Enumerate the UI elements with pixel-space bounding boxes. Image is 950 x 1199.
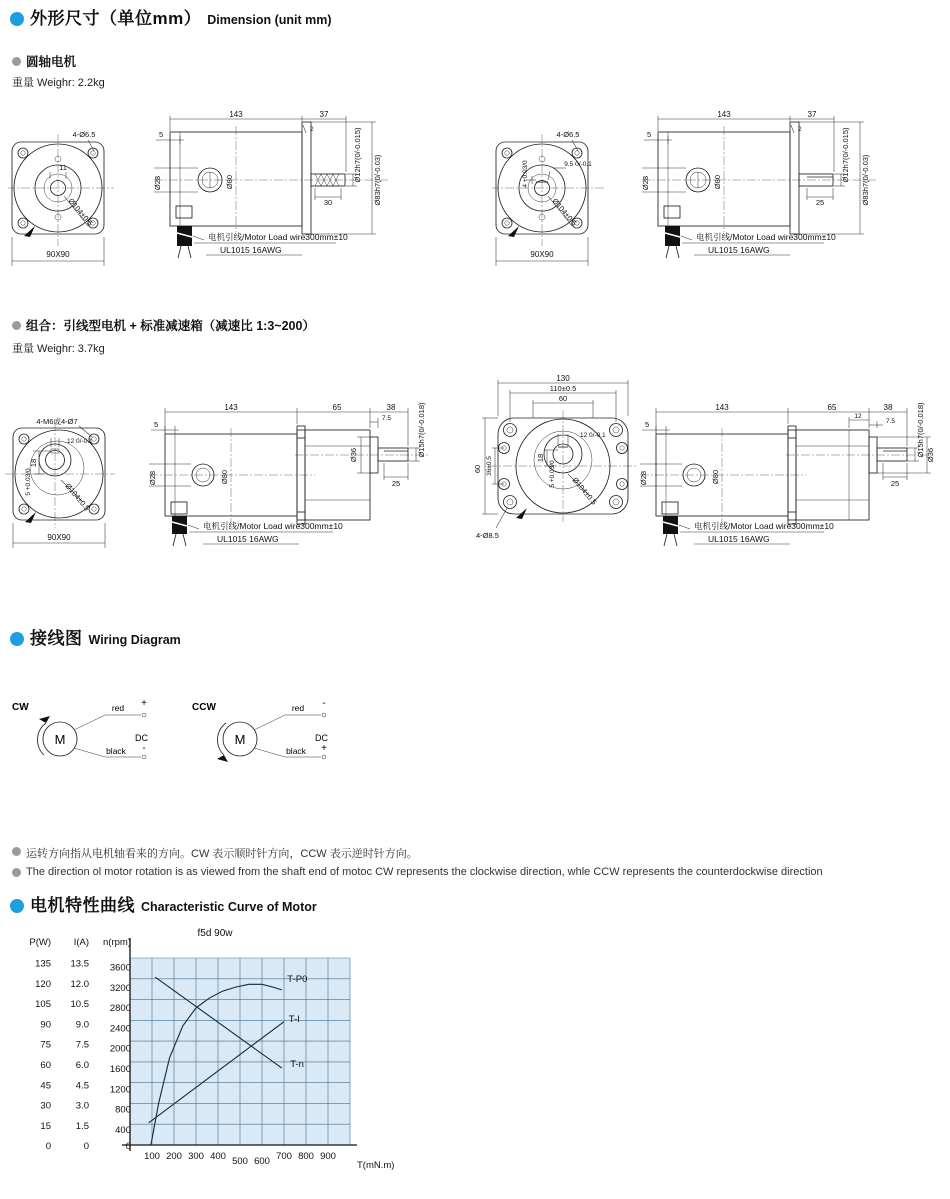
table-value: 3.0 [75,1100,89,1112]
front4-h60-dim: 60 [473,464,482,474]
side1-flange-thickness-dim: 2 [310,126,314,133]
table-value: 9.0 [75,1019,89,1031]
front3-geometry [5,422,115,548]
table-header: P(W) [29,937,51,948]
x-tick-label: 700 [276,1151,292,1162]
table-value: 45 [40,1080,51,1092]
front3-square-dim: 90X90 [47,533,71,542]
rotation-note-cn-text: 运转方向指从电机轴看来的方向。CW 表示顺时针方向，CCW 表示逆时针方向。 [26,848,418,860]
cw-dc-label: DC [135,733,148,743]
side1-d80-dim: Ø80 [225,174,234,190]
chart-title: f5d 90w [197,928,233,939]
side3-wire-note-1: 电机引线/Motor Load wire300mm±10 [203,521,343,531]
table-value: 1200 [109,1084,131,1096]
series-label-T-P0: T-P0 [287,973,308,985]
cw-plus-sign: + [141,698,147,709]
ccw-plus-sign: + [321,743,327,754]
side2-wire-note-2: UL1015 16AWG [708,245,770,255]
side3-d28-dim: Ø28 [148,470,157,486]
front-view-motor-1-drawing [8,106,150,278]
side3-shaftlen-dim: 38 [386,403,396,412]
side4-wire-note-1: 电机引线/Motor Load wire300mm±10 [694,521,834,531]
table-value: 800 [115,1104,131,1116]
wiring-title-en: Wiring Diagram [88,633,181,647]
rotation-note-en-text: The direction ol motor rotation is as viewed from the shaft end of motoc CW represents the clockwise direction, whle CCW represents the counterdockwise direction [26,866,823,878]
x-tick-label: 900 [320,1151,336,1162]
side4-cap-dim: 5 [645,420,650,429]
side3-cap-dim: 5 [154,420,159,429]
dimension-title-cn: 外形尺寸（单位mm） [30,9,202,28]
side2-shaftlen-dim: 37 [807,110,817,119]
table-value: 10.5 [70,999,89,1011]
curve-title-en: Characteristic Curve of Motor [141,900,317,914]
table-value: 0 [125,1141,131,1153]
side-view-gearmotor-2-drawing [636,376,950,566]
front4-keyw-dim: 12 0/-0.1 [580,432,606,439]
front4-h36-dim: 36±0.5 [486,456,493,476]
cw-black-wire-label: black [106,746,126,756]
side4-shaftlen-dim: 38 [883,403,893,412]
side4-boss-dim: 7.5 [886,418,896,425]
table-value: 2800 [109,1003,131,1015]
side4-length-dim: 143 [715,403,729,412]
front1-holes-dim: 4-Ø6.5 [72,130,96,139]
side3-flat-dim: 25 [391,479,401,488]
blue-bullet-icon [10,12,24,26]
front-view-gearbox-1-drawing [5,376,155,571]
table-value: 75 [40,1039,51,1051]
front4-pilot-dim: Ø104±0.5 [570,475,599,507]
table-value: 60 [40,1060,51,1071]
table-value: 1600 [109,1064,131,1075]
side1-d28-dim: Ø28 [153,175,162,191]
table-value: 7.5 [75,1039,89,1051]
side1-length-dim: 143 [229,110,243,119]
side3-shaft-dia-dim: Ø15h7(0/-0.018) [417,402,426,458]
side3-gearlen-dim: 65 [332,403,342,412]
ccw-wiring-diagram [188,693,363,778]
wiring-header [10,624,181,649]
combination-title: 组合：引线型电机 + 标准减速箱（减速比 1:3~200） [26,319,315,333]
ccw-motor-label: M [234,732,246,747]
gray-bullet-icon [12,321,21,330]
front2-pilot-dim: Ø104±0.5 [550,196,579,228]
gray-bullet-icon [12,847,21,856]
table-value: 135 [35,958,51,970]
side1-cap-dim: 5 [159,130,164,139]
side-view-gearmotor-1-drawing [145,376,465,566]
front4-w110-dim: 110±0.5 [549,384,577,393]
ccw-red-wire-label: red [291,703,305,713]
x-tick-label: 500 [232,1156,248,1167]
side1-shaft-dia-dim: Ø12h7(0/-0.015) [353,127,362,183]
front2-holes-dim: 4-Ø6.5 [556,130,580,139]
x-tick-label: 600 [254,1156,270,1167]
side1-shaftlen-dim: 37 [319,110,329,119]
side4-d12-dim: 12 [854,413,862,420]
side2-flange-dia-dim: Ø83h7(0/-0.03) [861,154,870,206]
curve-title-cn: 电机特性曲线 [30,896,135,915]
table-value: 400 [115,1124,131,1136]
dimension-title-en: Dimension (unit mm) [207,13,332,27]
table-value: 120 [35,978,51,990]
table-value: 30 [40,1100,51,1112]
table-value: 105 [35,999,51,1011]
side2-wire-note-1: 电机引线/Motor Load wire300mm±10 [696,232,836,242]
front2-keyh-dim: 4 +0.03/0 [522,160,529,188]
front1-key-dim: 11 [59,163,67,172]
side3-boss-dim: 7.5 [382,415,392,422]
side4-gearlen-dim: 65 [827,403,837,412]
front3-keyh-dim: 5 +0.03/0 [25,468,32,496]
front3-keyd-dim: 18 [29,458,38,468]
wiring-title-cn: 接线图 [30,629,83,648]
side3-d80-dim: Ø80 [220,469,229,485]
gray-bullet-icon [12,868,21,877]
ccw-geometry [217,713,326,762]
front1-geometry [8,134,114,266]
front-view-gearbox-2-drawing [458,370,663,575]
side-view-motor-2-drawing [638,106,938,276]
x-tick-label: 400 [210,1151,226,1162]
front2-keyw-dim: 9.5 0/-0.1 [564,161,592,168]
side4-shaft-dia-dim: Ø15h7(0/-0.018) [916,402,925,458]
front1-pilot-dim: Ø104±0.5 [66,196,95,228]
rotation-note-en [12,866,942,878]
side1-flange-dia-dim: Ø83h7(0/-0.03) [373,154,382,206]
ccw-black-wire-label: black [286,746,306,756]
blue-bullet-icon [10,899,24,913]
front3-holes-dim: 4-M6或4-Ø7 [36,417,78,426]
table-value: 15 [40,1120,51,1132]
table-value: 2000 [109,1043,131,1055]
ccw-minus-sign: - [322,698,326,709]
side4-wire-note-2: UL1015 16AWG [708,534,770,544]
side1-wire-note-1: 电机引线/Motor Load wire300mm±10 [208,232,348,242]
characteristic-curve-chart [5,918,475,1199]
cw-red-wire-label: red [111,703,125,713]
side1-wire-note-2: UL1015 16AWG [220,245,282,255]
side2-flange-thickness-dim: 2 [798,126,802,133]
dimension-header [10,4,332,29]
x-tick-label: 300 [188,1151,204,1162]
front2-geometry [492,134,604,266]
ccw-dc-label: DC [315,733,328,743]
side2-d28-dim: Ø28 [641,175,650,191]
series-label-T-n: T-n [290,1059,304,1070]
rotation-note-cn [12,845,932,861]
x-axis-label: T(mN.m) [357,1160,395,1171]
side4-flat-dim: 25 [890,479,900,488]
cw-label: CW [12,702,29,713]
table-value: 1.5 [75,1120,89,1132]
blue-bullet-icon [10,632,24,646]
table-value: 0 [83,1141,89,1153]
side3-wire-note-2: UL1015 16AWG [217,534,279,544]
cw-minus-sign: - [142,743,146,754]
table-value: 13.5 [70,958,89,970]
front3-keyw-dim: 12 0/-0.1 [67,438,93,445]
combination-subheader [12,316,315,334]
table-value: 3600 [109,962,131,974]
side2-length-dim: 143 [717,110,731,119]
ccw-label: CCW [192,702,216,713]
front4-keyd-dim: 18 [536,453,545,463]
side2-shaft-dia-dim: Ø12h7(0/-0.015) [841,127,850,183]
table-value: 0 [45,1141,51,1153]
round-shaft-weight: 重量 Weighr: 2.2kg [12,77,105,89]
front2-square-dim: 90X90 [530,250,554,259]
x-tick-label: 200 [166,1151,182,1162]
table-value: 2400 [109,1023,131,1035]
table-value: 6.0 [75,1060,89,1071]
table-value: 3200 [109,982,131,994]
round-shaft-title: 圆轴电机 [26,55,77,69]
side3-length-dim: 143 [224,403,238,412]
side3-d36-dim: Ø36 [349,447,358,463]
combination-weight: 重量 Weighr: 3.7kg [12,343,105,355]
table-value: 4.5 [75,1080,89,1092]
cw-wiring-diagram [8,693,183,778]
front4-keyh-dim: 5 +0.03/0 [549,460,556,488]
table-header: I(A) [73,937,89,948]
side2-cap-dim: 5 [647,130,652,139]
curve-header [10,891,317,916]
table-value: 12.0 [70,978,89,990]
front1-square-dim: 90X90 [46,250,70,259]
front4-w60-dim: 60 [558,394,568,403]
side-view-motor-1-drawing [150,106,450,276]
x-tick-label: 100 [144,1151,160,1162]
gray-bullet-icon [12,57,21,66]
series-label-T-I: T-I [288,1013,300,1025]
x-tick-label: 800 [298,1151,314,1162]
side1-knurl-dim: 30 [323,198,333,207]
side4-d28-dim: Ø28 [639,470,648,486]
table-value: 90 [40,1019,51,1031]
front-view-motor-2-drawing [492,106,644,278]
side4-d80-dim: Ø80 [711,469,720,485]
front4-w130-dim: 130 [556,374,570,383]
front4-holes-dim: 4-Ø8.5 [476,531,499,540]
side2-flat-dim: 25 [815,198,825,207]
side2-d80-dim: Ø80 [713,174,722,190]
round-shaft-subheader [12,52,76,70]
side4-d36-dim: Ø36 [926,447,935,463]
front3-pilot-dim: Ø104±0.5 [63,481,92,513]
table-header: n(rpm) [103,937,131,948]
cw-motor-label: M [54,732,66,747]
